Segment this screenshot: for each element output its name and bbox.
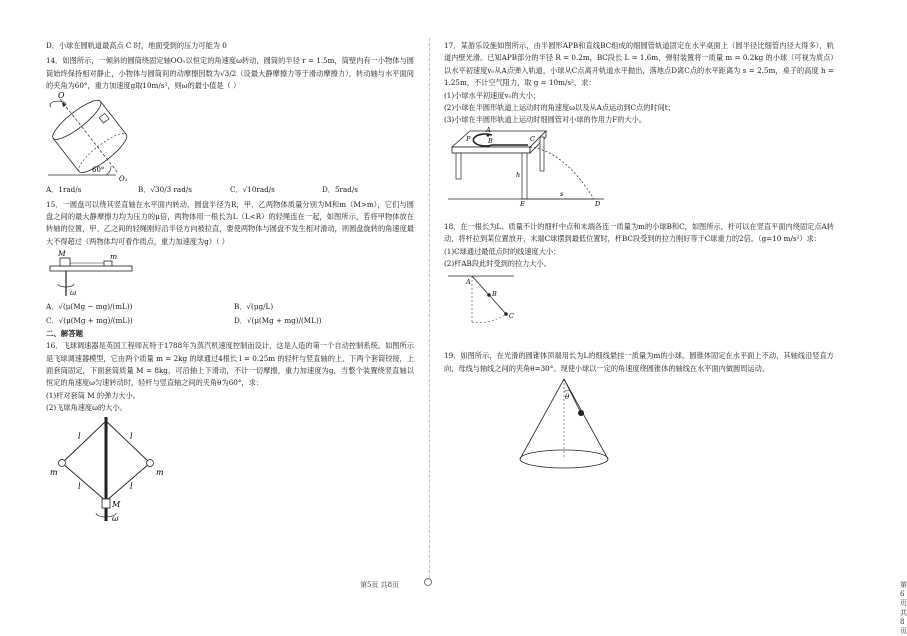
q14-option-a: A．1rad/s xyxy=(46,184,82,194)
q14-option-b: B．√30/3 rad/s xyxy=(138,184,192,194)
q16-label-M: M xyxy=(112,499,121,509)
right-column xyxy=(444,40,834,475)
q14-label-o: O xyxy=(58,90,65,100)
q17-table-track-figure xyxy=(444,127,614,207)
q15-option-a: A．√(μ(Mg − mg)/(mL)) xyxy=(46,302,133,312)
page-6 xyxy=(430,0,907,635)
q16-label-l-2: l xyxy=(130,431,133,441)
q14-options xyxy=(46,183,414,196)
q18-label-A: A xyxy=(466,278,471,287)
q14-option-d: D．5rad/s xyxy=(322,184,358,194)
q17-label-s: s xyxy=(560,189,564,198)
q17-label-A: A xyxy=(486,125,491,134)
q18-sub1: (1)C球通过最低点时的线速度大小； xyxy=(444,246,561,256)
q16-label-l-4: l xyxy=(130,481,133,491)
q14-tilted-cylinder-figure xyxy=(46,90,166,183)
q17-label-E: E xyxy=(520,199,525,208)
q18-stem: 18．在一根长为L、质量不计的细杆中点和末端各连一质量为m的小球B和C，如图所示，杆可以在竖直平面内绕固定点A转动，将杆拉到某位置放开，末端C球摆到最低位置时，杆BC段受到的拉力刚好等于C球重力的2倍。（g=10 m/s²）求： xyxy=(444,221,834,244)
q19-label-theta: θ xyxy=(565,393,570,402)
q14-stem: 14．如图所示，一倾斜的圆筒绕固定轴OO₁以恒定的角速度ω转动，圆筒的半径 r = 1.5m，筒壁内有一小物体与圆筒始终保持相对静止，小物体与圆筒间的动摩擦因数为√3/2（设最大静摩擦力等于滑动摩擦力），转动轴与水平面间的夹角为60°，重力加速度g取10m/s²，则ω的最小值是（ ） xyxy=(46,56,414,91)
q14-option-c: C．√10rad/s xyxy=(230,184,275,194)
q17-sub3: (3)小球在半圆形轨道上运动时细圆管对小球的作用力F的大小。 xyxy=(444,115,647,125)
q14-label-angle: 60° xyxy=(92,165,105,174)
q14-label-o1: O₁ xyxy=(119,174,128,183)
q17-stem: 17．某游乐设施如图所示，由半圆形APB和直线BC组成的细圆管轨道固定在水平桌面上（圆半径比细管内径大得多），轨道内壁光滑。已知APB部分的半径 R = 0.2m，BC段长 L = 1.6m，弹射装置将一质量 m = 0.2kg 的小球（可视为质点）以水平初速度v₀从A点弹入轨道，小球从C点离开轨道水平抛出，落地点D离C点的水平距离为 s = 2.5m，桌子的高度 h = 1.25m，不计空气阻力，取 g = 10m/s²，求： xyxy=(444,41,834,88)
q18-label-B: B xyxy=(492,290,497,299)
section-title: 二、解答题 xyxy=(46,329,83,339)
q17-label-D: D xyxy=(595,199,601,208)
page-5 xyxy=(0,0,430,608)
q16-flyball-governor-figure xyxy=(46,415,176,525)
q15-label-omega: ω xyxy=(70,288,77,298)
q13-option-d: D．小球在圆轨道最高点 C 时，地面受到的压力可能为 0 xyxy=(46,41,227,50)
q15-label-M: M xyxy=(58,249,66,259)
q17-sub1: (1)小球水平初速度v₀的大小； xyxy=(444,90,541,100)
q15-turntable-figure xyxy=(46,248,146,300)
q17-label-B: B xyxy=(488,136,493,145)
q16-sub1: (1)杆对套筒 M 的弹力大小。 xyxy=(46,390,140,400)
q16-label-m-2: m xyxy=(156,467,164,477)
q16-label-m-1: m xyxy=(50,467,58,477)
q18-sub2: (2)杆AB段此时受到的拉力大小。 xyxy=(444,259,551,269)
q15-option-b: B．√(μg/L) xyxy=(234,302,274,312)
q16-sub2: (2)飞球角速度ω的大小。 xyxy=(46,403,127,413)
q15-label-m: m xyxy=(110,252,118,262)
q19-stem: 19．如图所示，在光滑的圆锥体顶端用长为L的细线悬挂一质量为m的小球。圆锥体固定在水平面上不动，其轴线沿竖直方向，母线与轴线之间的夹角θ=30°。现使小球以一定的角速度绕圆锥体的轴线在水平面内做圆周运动。 xyxy=(444,351,834,373)
page-6-footer: 第6页 共8页 xyxy=(900,581,907,635)
q16-label-omega: ω xyxy=(112,513,119,523)
q18-label-C: C xyxy=(509,312,514,321)
q18-rod-figure xyxy=(444,270,554,326)
page-5-footer: 第5页 共8页 xyxy=(360,581,400,589)
q17-sub2: (2)小球在半圆形轨道上运动时的角速度ω以及从A点运动到C点的时间t； xyxy=(444,103,675,113)
q15-options xyxy=(46,300,414,328)
q15-option-d: D．√(μ(Mg + mg)/(ML)) xyxy=(234,316,322,326)
left-column xyxy=(46,40,414,525)
q17-label-h: h xyxy=(516,170,521,179)
q17-label-P: P xyxy=(466,134,471,143)
q16-stem: 16．飞球调速器是英国工程师瓦特于1788年为蒸汽机速度控制而设计，这是人造的第一个自动控制系统。如图所示是飞球调速器模型，它由两个质量 m = 2kg 的球通过4根长 l = 0.25m 的轻杆与竖直轴的上、下两个套筒铰接，上面套筒固定，下面套筒质量 M = 8kg，可沿轴上下滑动，不计一切摩擦，重力加速度为g，当整个装置绕竖直轴以恒定的角速度ω匀速转动时，轻杆与竖直轴之间的夹角θ为60°，求： xyxy=(46,341,414,388)
q19-cone-figure xyxy=(504,375,624,475)
q15-option-c: C．√(μ(Mg + mg)/(mL)) xyxy=(46,316,133,326)
q16-label-l-3: l xyxy=(78,481,81,491)
q17-label-C: C xyxy=(530,134,535,143)
q16-label-l-1: l xyxy=(78,431,81,441)
q15-stem: 15．一圆盘可以绕其竖直轴在水平面内转动，圆盘半径为R，甲、乙两物体质量分别为M和m（M>m），它们与圆盘之间的最大静摩擦力均为压力的μ倍，两物体用一根长为L（L<R）的轻绳连在一起，如图所示，若将甲物体放在转轴的位置，甲、乙之间的轻绳刚好沿半径方向被拉直，要使两物体与圆盘不发生相对滑动，则圆盘旋转的角速度最大不得超过（两物体均可看作质点，重力加速度为g）（ ） xyxy=(46,199,414,246)
